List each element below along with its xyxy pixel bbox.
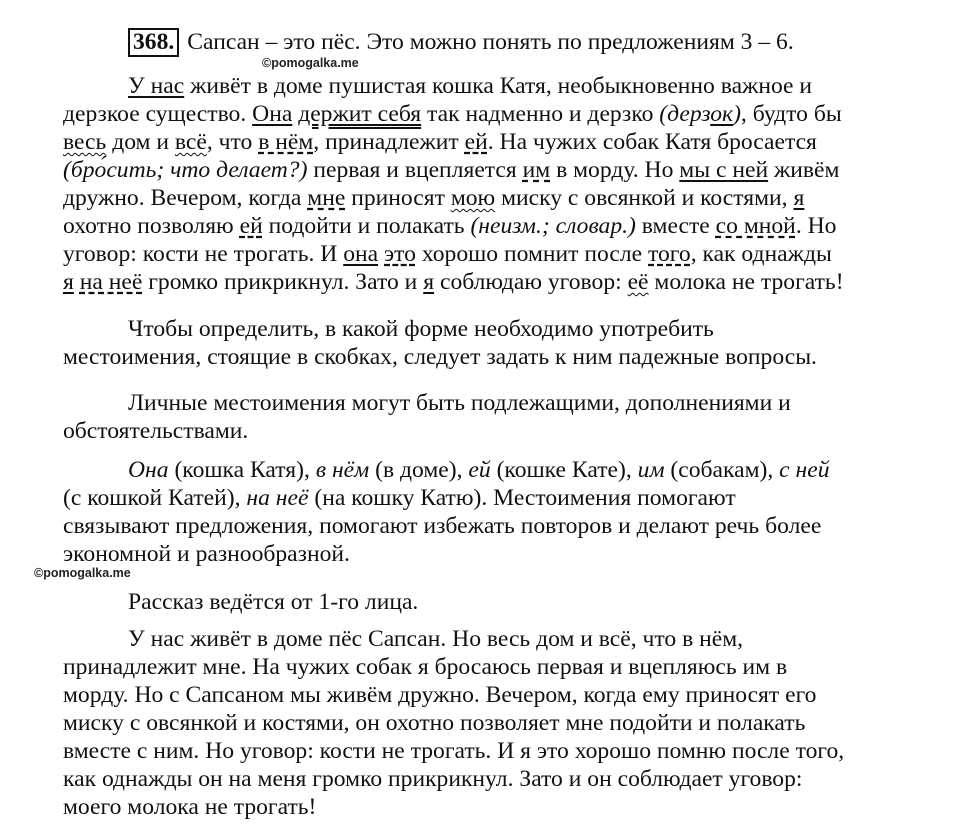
p3-line-1: Личные местоимения могут быть подлежащими, дополнениями и <box>128 390 791 416</box>
p6-line-7: моего молока не трогать! <box>63 794 317 820</box>
watermark: ©pomogalka.me <box>34 566 131 580</box>
p6-line-6: как однажды он на меня громко прикрикнул. Зато и он соблюдает уговор: <box>63 766 803 792</box>
p2-line-1: Чтобы определить, в какой форме необходимо употребить <box>128 316 714 342</box>
exercise-heading <box>128 28 794 57</box>
p4-line-4: экономной и разнообразной. <box>63 541 350 567</box>
p6-line-4: миску с овсянкой и костями, он охотно позволяет мне подойти и полакать <box>63 710 806 736</box>
p4-line-3: связывают предложения, помогают избежать повторов и делают речь более <box>63 513 822 539</box>
p5-line-1: Рассказ ведётся от 1-го лица. <box>128 589 419 615</box>
p1-line-3: весь дом и всё, что в нём, принадлежит ей. На чужих собак Катя бросается <box>63 129 817 155</box>
p1-line-6: охотно позволяю ей подойти и полакать (неизм.; словар.) вместе со мной. Но <box>63 213 837 239</box>
p6-line-2: принадлежит мне. На чужих собак я бросаюсь первая и вцепляюсь им в <box>63 654 788 680</box>
p6-line-3: морду. Но с Сапсаном мы живём дружно. Вечером, когда ему приносят его <box>63 682 817 708</box>
p4-line-1: Она (кошка Катя), в нём (в доме), ей (кошке Кате), им (собакам), с ней <box>128 457 830 483</box>
p4-line-2: (с кошкой Катей), на неё (на кошку Катю). Местоимения помогают <box>63 485 736 511</box>
exercise-heading-text: Сапсан – это пёс. Это можно понять по предложениям 3 – 6. <box>187 29 794 55</box>
p1-line-8: я на неё громко прикрикнул. Зато и я соблюдаю уговор: её молока не трогать! <box>63 269 844 295</box>
watermark: ©pomogalka.me <box>262 56 359 70</box>
p2-line-2: местоимения, стоящие в скобках, следует задать к ним падежные вопросы. <box>63 344 817 370</box>
p6-line-1: У нас живёт в доме пёс Сапсан. Но весь дом и всё, что в нём, <box>128 626 744 652</box>
exercise-number: 368. <box>128 28 179 57</box>
p6-line-5: вместе с ним. Но уговор: кости не трогать. И я это хорошо помню после того, <box>63 738 845 764</box>
p1-line-1: У нас живёт в доме пушистая кошка Катя, необыкновенно важное и <box>128 73 813 99</box>
p1-line-5: дружно. Вечером, когда мне приносят мою миску с овсянкой и костями, я <box>63 185 805 211</box>
p1-line-4: (бро́сить; что делает?) первая и вцепляется им в морду. Но мы с ней живём <box>63 157 840 183</box>
p1-line-7: уговор: кости не трогать. И она это хорошо помнит после того, как однажды <box>63 241 832 267</box>
p3-line-2: обстоятельствами. <box>63 418 249 444</box>
p1-line-2: дерзкое существо. Она держит себя так надменно и дерзко (дерзок), будто бы <box>63 101 842 127</box>
